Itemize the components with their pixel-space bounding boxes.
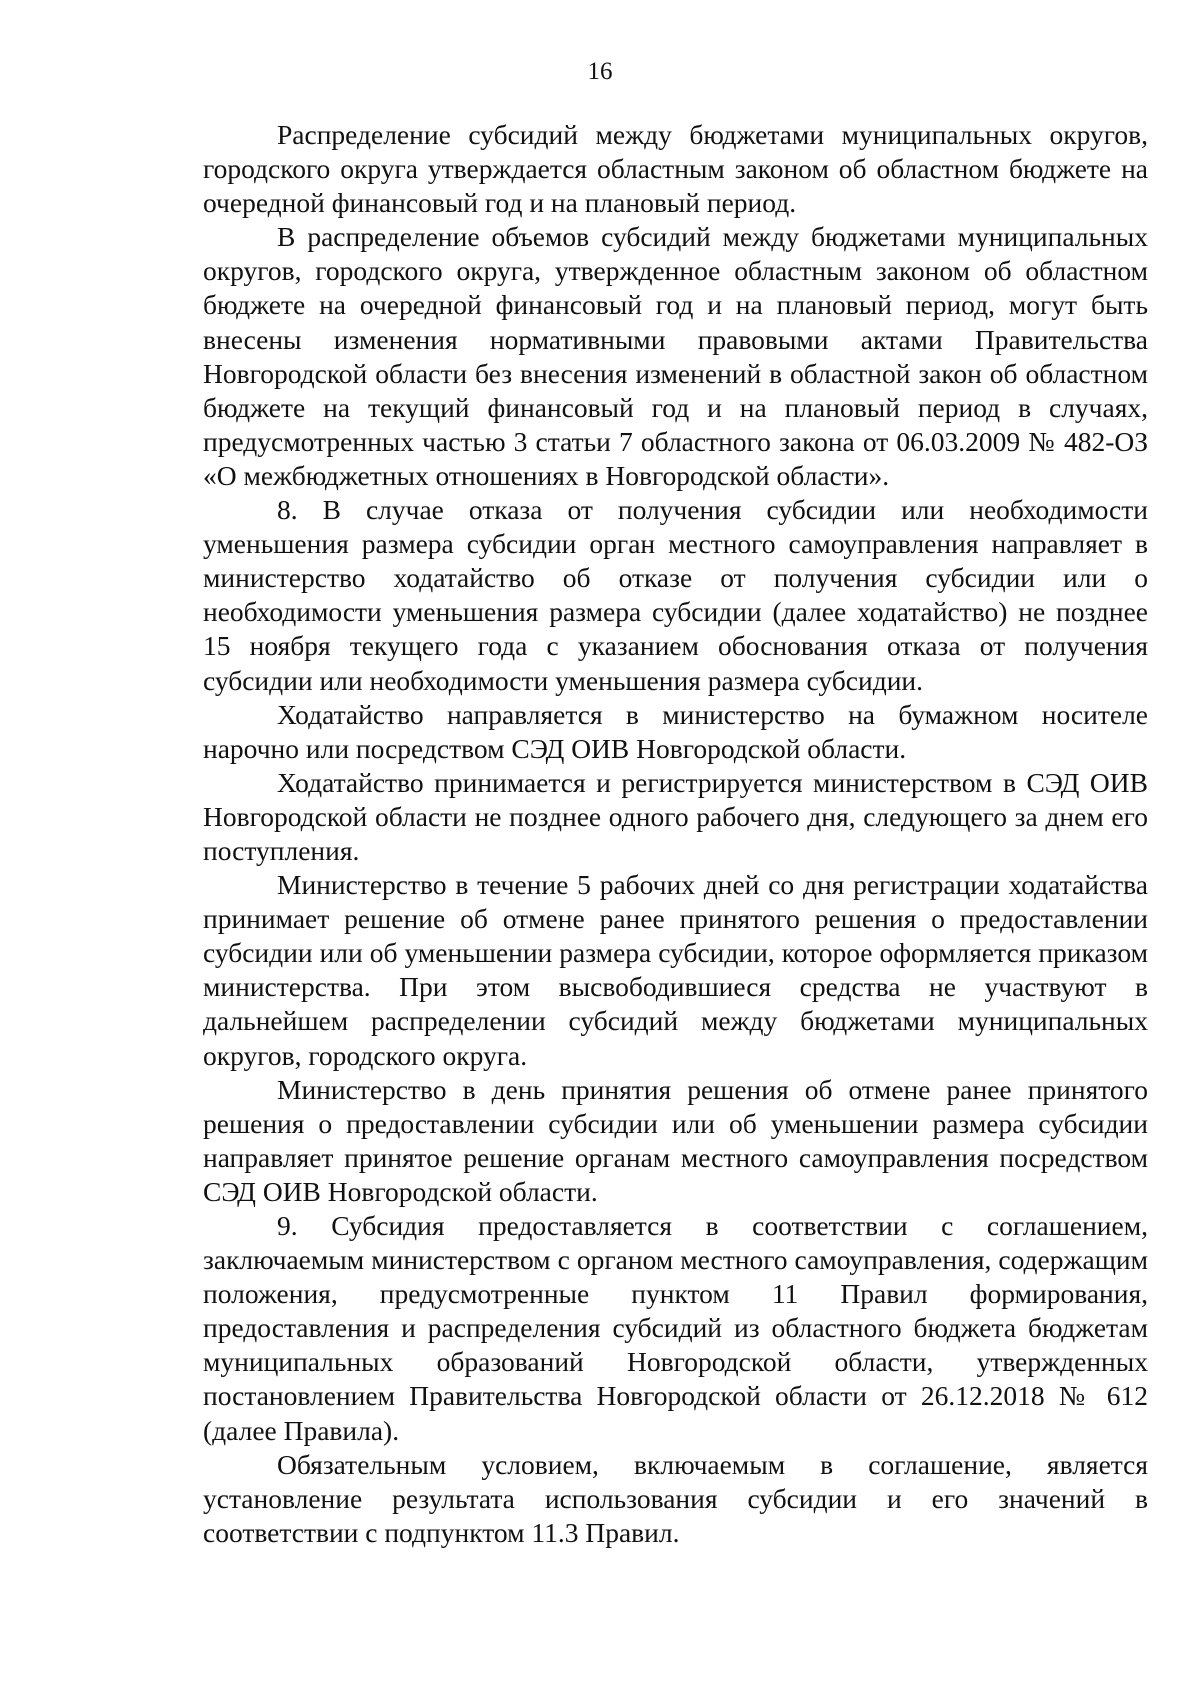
paragraph-ministry-decision: Министерство в течение 5 рабочих дней со дня регистрации ходатайства принимает решение об отмене ранее принятого решения о предоставлении субсидии или об уменьшении размера субсидии, которое оформляется приказом министерства. При этом высвободившиеся средства не участвуют в дальнейшем распределении субсидий между бюджетами муниципальных округов, городского округа. (203, 869, 1148, 1071)
page-number: 16 (587, 58, 613, 85)
paragraph-item-8-refusal: 8. В случае отказа от получения субсидии или необходимости уменьшения размера субсидии орган местного самоуправления направляет в министерство ходатайство об отказе от получения субсидии или о необходимости уменьшения размера субсидии (далее ходатайство) не позднее 15 ноября текущего года с указанием обоснования отказа от получения субсидии или необходимости уменьшения размера субсидии. (203, 494, 1148, 696)
paragraph-mandatory-condition: Обязательным условием, включаемым в соглашение, является установление результата использования субсидии и его значений в соответствии с подпунктом 11.3 Правил. (203, 1448, 1148, 1548)
paragraph-distribution-changes: В распределение объемов субсидий между бюджетами муниципальных округов, городского округа, утвержденное областным законом об областном бюджете на очередной финансовый год и на плановый период, могут быть внесены изменения нормативными правовыми актами Правительства Новгородской области без внесения изменений в областной закон об областном бюджете на текущий финансовый год и на плановый период в случаях, предусмотренных частью 3 статьи 7 областного закона от 06.03.2009 № 482-ОЗ «О межбюджетных отношениях в Новгородской области». (203, 221, 1148, 491)
paragraph-subsidy-distribution: Распределение субсидий между бюджетами муниципальных округов, городского округа утверждается областным законом об областном бюджете на очередной финансовый год и на плановый период. (203, 119, 1148, 219)
document-body (203, 118, 1148, 1550)
paragraph-decision-notification: Министерство в день принятия решения об отмене ранее принятого решения о предоставлении субсидии или об уменьшении размера субсидии направляет принятое решение органам местного самоуправления посредством СЭД ОИВ Новгородской области. (203, 1073, 1148, 1207)
paragraph-petition-registration: Ходатайство принимается и регистрируется министерством в СЭД ОИВ Новгородской области не позднее одного рабочего дня, следующего за днем его поступления. (203, 766, 1148, 866)
paragraph-item-9-agreement: 9. Субсидия предоставляется в соответствии с соглашением, заключаемым министерством с органом местного самоуправления, содержащим положения, предусмотренные пунктом 11 Правил формирования, предоставления и распределения субсидий из областного бюджета бюджетам муниципальных образований Новгородской области, утвержденных постановлением Правительства Новгородской области от 26.12.2018 № 612 (далее Правила). (203, 1210, 1148, 1446)
paragraph-petition-sending: Ходатайство направляется в министерство на бумажном носителе нарочно или посредством СЭД ОИВ Новгородской области. (203, 698, 1148, 764)
